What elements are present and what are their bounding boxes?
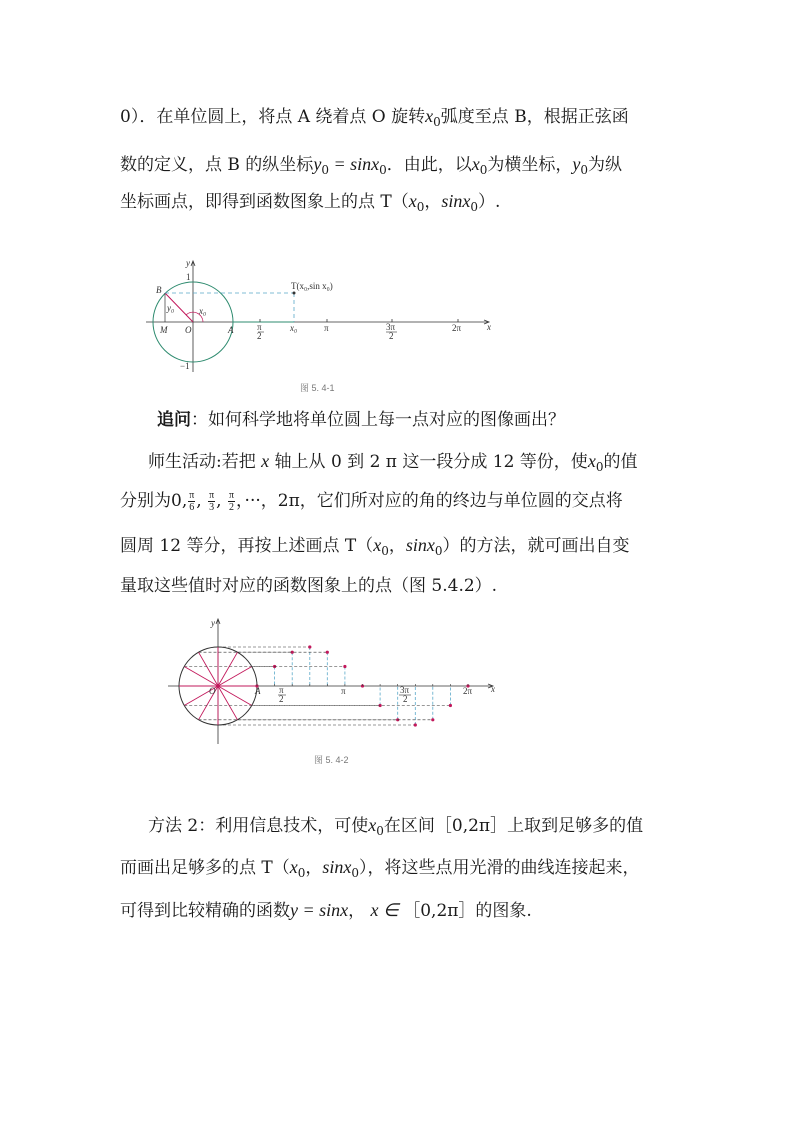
fig2-tick-3pi-2-den: 2 [403, 694, 408, 704]
text: 弧度至点 B，根据正弦函 [440, 107, 629, 127]
text: ［0,2π］的图象. [403, 901, 532, 921]
text: 0）．在单位圆上，将点 A 绕着点 O 旋转 [120, 107, 426, 127]
fig1-label-y0: y₀ [167, 303, 175, 313]
text: ， [305, 858, 323, 878]
text: 量取这些值时对应的函数图象上的点（图 5.4.2）. [120, 576, 498, 596]
subscript: 0 [297, 866, 306, 880]
subscript: 0 [470, 200, 479, 214]
fig2-tick-3pi-2-num: 3π [400, 685, 410, 695]
fig1-tick-3pi-2-den: 2 [389, 331, 394, 341]
fig2-sine-point [308, 645, 311, 648]
fig2-sine-point [431, 718, 434, 721]
subscript: 0 [379, 163, 387, 177]
subscript: 0 [433, 115, 441, 129]
fig2-radius [218, 667, 252, 687]
text: ，···，2π，它们所对应的角的终边与单位圆的交点将 [236, 491, 623, 511]
math-x: x [368, 815, 377, 835]
math-x-in: x ∈ [370, 900, 404, 920]
fig2-tick-pi-2-num: π [279, 685, 284, 695]
subscript: 0 [580, 163, 589, 177]
fig1-tick-pi-2-den: 2 [257, 331, 262, 341]
math-x: x [289, 857, 298, 877]
text: 在区间［0,2π］上取到足够多的值 [383, 816, 644, 836]
math-x: x [425, 106, 434, 126]
fig2-radius [218, 686, 238, 720]
text: 为纵 [588, 155, 623, 175]
text: 为横坐标， [487, 155, 573, 175]
fig2-radius [218, 652, 238, 686]
math-y: y [572, 154, 581, 174]
subscript: 0 [595, 460, 604, 474]
fig2-radius [199, 652, 219, 686]
figure-5-4-1-caption: 图 5. 4-1 [300, 383, 335, 393]
subscript: 0 [479, 163, 488, 177]
fig2-sine-point [326, 651, 329, 654]
subscript: 0 [434, 544, 443, 558]
text: 的值 [603, 452, 638, 472]
fig1-label-O: O [185, 325, 192, 335]
text: 方法 2：利用信息技术，可使 [148, 816, 369, 836]
text: ），将这些点用光滑的曲线连接起来， [359, 858, 640, 878]
subscript: 0 [376, 824, 384, 838]
paragraph-3-line-3 [120, 898, 532, 923]
fig1-label-y: y [186, 258, 190, 268]
text: 坐标画点，即得到函数图象上的点 T（ [120, 192, 409, 212]
text: ）. [478, 192, 501, 212]
math-sin: sinx [405, 535, 435, 555]
subscript: 0 [321, 163, 329, 177]
question-text: ：如何科学地将单位圆上每一点对应的图像画出？ [191, 410, 565, 430]
math-y: y [313, 154, 322, 174]
text: 师生活动:若把 [148, 452, 262, 472]
frac-num: π [189, 490, 195, 501]
math-x: x [408, 191, 417, 211]
text: ．由此，以 [386, 155, 472, 175]
fig1-tick-x0: x₀ [290, 323, 298, 333]
math-x: x [373, 535, 382, 555]
fig1-label-B: B [156, 285, 162, 295]
fig1-label-M: M [160, 325, 168, 335]
subscript: 0 [416, 200, 425, 214]
paragraph-3-line-2 [120, 855, 640, 885]
math-sin: sinx [441, 191, 471, 211]
fig2-sine-point [449, 704, 452, 707]
text: 分别为0, [120, 491, 188, 511]
math-x: x [471, 154, 480, 174]
fig1-label-A: A [228, 325, 234, 335]
fig1-tick-pi: π [324, 323, 329, 333]
paragraph-2-line-2: 分别为0, $\frac{\pi}{6}$ , $\frac{\pi}{3}$ , $\frac{\pi}{2}$ ，···，2π，它们所对应的角的终边与单位圆的交点将 [120, 490, 623, 513]
fig2-label-x: x [491, 684, 495, 694]
frac-den: 6 [189, 502, 195, 513]
frac-den: 3 [209, 502, 215, 513]
fig2-tick-pi: π [341, 686, 346, 696]
subscript: 0 [351, 866, 360, 880]
fig2-label-O: O [209, 686, 216, 696]
text: 轴上从 0 到 2 π 这一段分成 12 等份，使 [269, 452, 588, 472]
text: ， [348, 901, 371, 921]
fig1-tick-2pi: 2π [452, 323, 462, 333]
fig2-sine-point [343, 665, 346, 668]
math-sin: = sinx [328, 154, 380, 174]
fig1-label-neg-one: −1 [180, 361, 190, 371]
fig2-sine-point [414, 723, 417, 726]
fig1-tick-3pi-2-num: 3π [386, 322, 396, 332]
fig2-radius [184, 667, 218, 687]
fig1-tick-pi-2-num: π [257, 322, 262, 332]
frac-den: 2 [229, 502, 235, 513]
fig2-radius [218, 686, 252, 706]
frac-num: π [228, 490, 235, 501]
frac-num: π [209, 490, 215, 501]
question-label: 追问 [157, 410, 191, 430]
fig2-label-A: A [255, 686, 261, 696]
text: ， [388, 536, 406, 556]
math-y-eq-sinx: y = sinx [290, 900, 349, 920]
text: 可得到比较精确的函数 [120, 901, 290, 921]
text: ）的方法，就可画出自变 [442, 536, 630, 556]
paragraph-3-line-1 [148, 813, 643, 843]
text: 而画出足够多的点 T（ [120, 858, 290, 878]
figure-5-4-2-caption: 图 5. 4-2 [314, 755, 349, 765]
fig1-label-one: 1 [186, 272, 191, 282]
fig1-label-x: x [487, 322, 491, 332]
text: ， [424, 192, 442, 212]
fig2-tick-2pi: 2π [463, 686, 473, 696]
fig1-label-x0-arc: x₀ [199, 306, 207, 316]
text: 圆周 12 等分，再按上述画点 T（ [120, 536, 374, 556]
text: 数的定义，点 B 的纵坐标 [120, 155, 314, 175]
fig2-label-y: y [211, 618, 215, 628]
subscript: 0 [381, 544, 389, 558]
fig1-label-T: T(x₀,sin x₀) [291, 281, 333, 291]
math-sin: sinx [322, 857, 352, 877]
math-x: x [587, 451, 596, 471]
math-x: x [261, 451, 270, 471]
fig2-tick-pi-2-den: 2 [279, 694, 284, 704]
